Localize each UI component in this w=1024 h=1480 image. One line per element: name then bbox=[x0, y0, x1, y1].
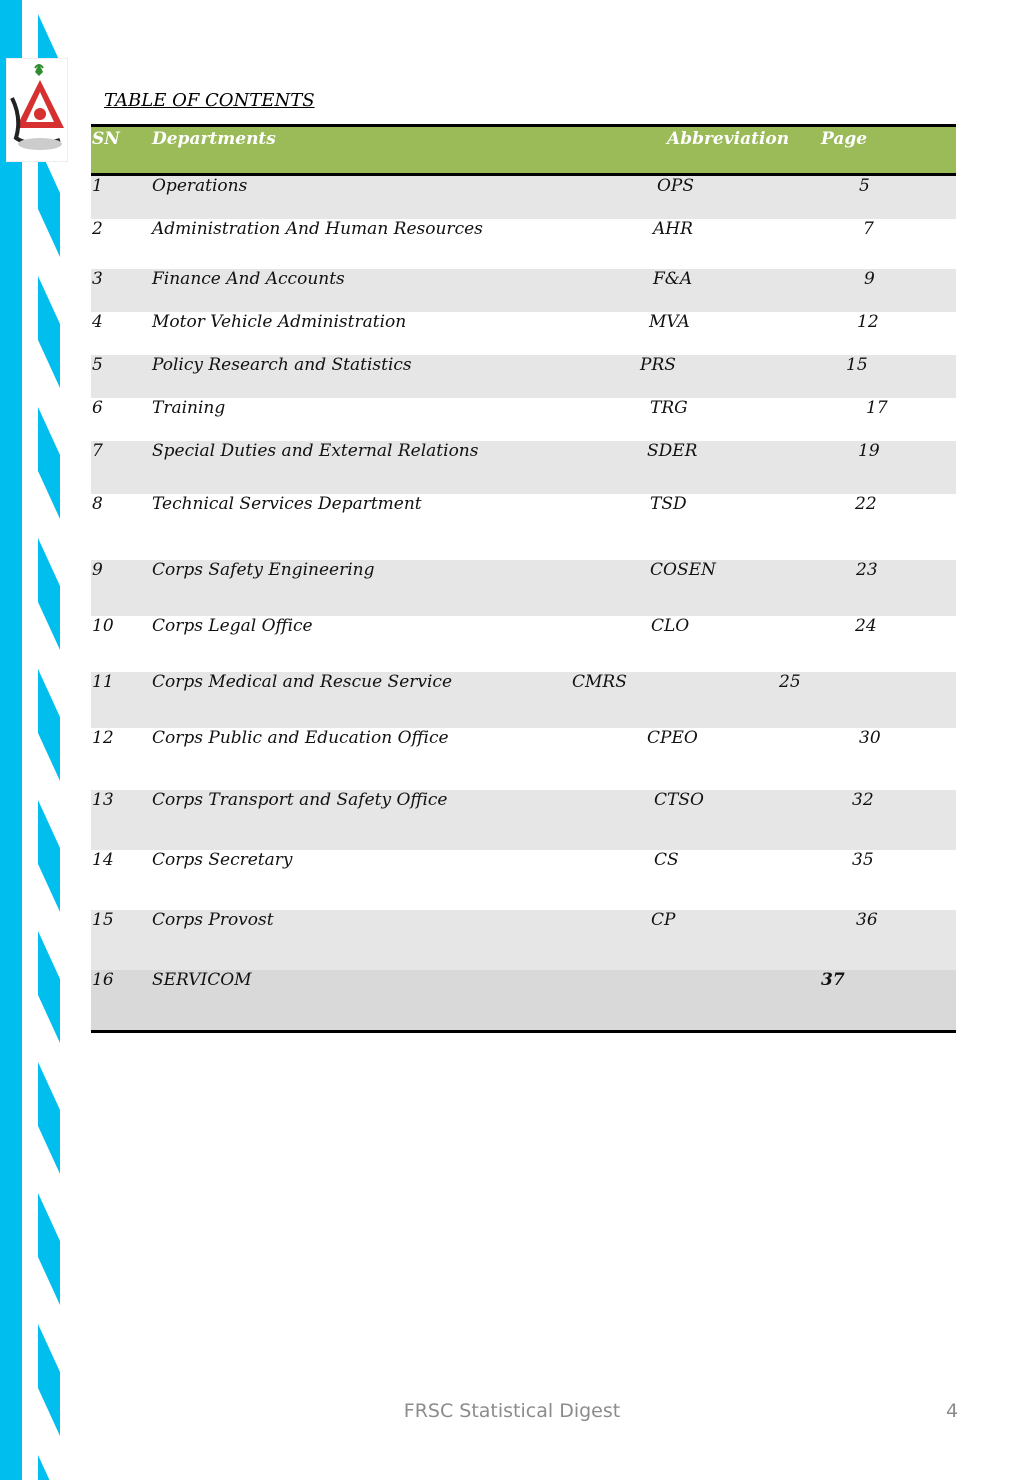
toc-department: Corps Provost bbox=[152, 910, 274, 930]
toc-row bbox=[91, 616, 956, 672]
toc-page: 7 bbox=[863, 219, 874, 239]
toc-abbreviation: F&A bbox=[653, 269, 693, 289]
toc-department: Motor Vehicle Administration bbox=[152, 312, 407, 332]
toc-department: Corps Safety Engineering bbox=[152, 560, 375, 580]
toc-row bbox=[91, 269, 956, 312]
border-stripe bbox=[38, 407, 60, 519]
toc-abbreviation: CLO bbox=[651, 616, 690, 636]
toc-sn: 4 bbox=[92, 312, 103, 332]
header-abbreviation: Abbreviation bbox=[667, 129, 790, 149]
toc-page: 23 bbox=[856, 560, 878, 580]
toc-abbreviation: SDER bbox=[647, 441, 698, 461]
toc-row bbox=[91, 398, 956, 441]
border-stripe bbox=[38, 800, 60, 912]
toc-department: Corps Public and Education Office bbox=[152, 728, 449, 748]
toc-row bbox=[91, 176, 956, 219]
toc-sn: 10 bbox=[92, 616, 114, 636]
toc-sn: 16 bbox=[92, 970, 114, 990]
toc-abbreviation: TRG bbox=[650, 398, 688, 418]
border-stripe bbox=[38, 669, 60, 781]
toc-department: SERVICOM bbox=[152, 970, 252, 990]
toc-row bbox=[91, 672, 956, 728]
toc-department: Operations bbox=[152, 176, 248, 196]
toc-sn: 3 bbox=[92, 269, 103, 289]
toc-sn: 14 bbox=[92, 850, 114, 870]
toc-page: 37 bbox=[821, 970, 845, 990]
toc-row bbox=[91, 560, 956, 616]
header-sn: SN bbox=[92, 129, 120, 149]
toc-row bbox=[91, 494, 956, 560]
toc-abbreviation: AHR bbox=[653, 219, 693, 239]
toc-abbreviation: TSD bbox=[650, 494, 687, 514]
toc-department: Policy Research and Statistics bbox=[152, 355, 412, 375]
border-stripe bbox=[38, 931, 60, 1043]
toc-sn: 5 bbox=[92, 355, 103, 375]
toc-page: 25 bbox=[779, 672, 801, 692]
toc-sn: 1 bbox=[92, 176, 103, 196]
toc-row bbox=[91, 312, 956, 355]
toc-table bbox=[91, 124, 956, 1033]
toc-sn: 13 bbox=[92, 790, 114, 810]
toc-abbreviation: CP bbox=[651, 910, 676, 930]
toc-row bbox=[91, 910, 956, 970]
toc-department: Special Duties and External Relations bbox=[152, 441, 479, 461]
footer-page-number: 4 bbox=[946, 1400, 959, 1422]
toc-department: Corps Medical and Rescue Service bbox=[152, 672, 453, 692]
toc-row bbox=[91, 790, 956, 850]
toc-sn: 15 bbox=[92, 910, 114, 930]
toc-page: 17 bbox=[866, 398, 888, 418]
toc-row bbox=[91, 850, 956, 910]
toc-department: Finance And Accounts bbox=[152, 269, 345, 289]
toc-sn: 12 bbox=[92, 728, 114, 748]
toc-abbreviation: CPEO bbox=[647, 728, 698, 748]
header-page: Page bbox=[821, 129, 868, 149]
toc-department: Administration And Human Resources bbox=[152, 219, 483, 239]
toc-sn: 8 bbox=[92, 494, 103, 514]
toc-department: Training bbox=[152, 398, 226, 418]
decorative-border bbox=[0, 0, 64, 1480]
toc-page: 15 bbox=[846, 355, 868, 375]
toc-sn: 11 bbox=[92, 672, 114, 692]
toc-abbreviation: OPS bbox=[657, 176, 695, 196]
toc-sn: 6 bbox=[92, 398, 103, 418]
toc-page: 19 bbox=[858, 441, 880, 461]
toc-sn: 9 bbox=[92, 560, 103, 580]
toc-page: 9 bbox=[864, 269, 875, 289]
toc-page: 30 bbox=[859, 728, 881, 748]
border-stripe bbox=[38, 1455, 60, 1480]
toc-row bbox=[91, 970, 956, 1033]
toc-abbreviation: COSEN bbox=[650, 560, 716, 580]
toc-page: 22 bbox=[855, 494, 877, 514]
toc-row bbox=[91, 728, 956, 790]
toc-department: Technical Services Department bbox=[152, 494, 422, 514]
frsc-logo bbox=[6, 58, 68, 162]
toc-title: TABLE OF CONTENTS bbox=[104, 90, 315, 111]
toc-sn: 2 bbox=[92, 219, 103, 239]
border-stripe bbox=[38, 538, 60, 650]
header-departments: Departments bbox=[152, 129, 276, 149]
toc-department: Corps Secretary bbox=[152, 850, 293, 870]
toc-page: 36 bbox=[856, 910, 878, 930]
toc-row bbox=[91, 219, 956, 269]
toc-abbreviation: CS bbox=[654, 850, 679, 870]
border-stripe bbox=[38, 276, 60, 388]
toc-abbreviation: MVA bbox=[649, 312, 690, 332]
toc-header-row bbox=[91, 124, 956, 176]
toc-abbreviation: CTSO bbox=[654, 790, 704, 810]
toc-department: Corps Legal Office bbox=[152, 616, 313, 636]
toc-page: 32 bbox=[852, 790, 874, 810]
toc-row bbox=[91, 441, 956, 494]
footer-title: FRSC Statistical Digest bbox=[403, 1400, 621, 1422]
toc-row bbox=[91, 355, 956, 398]
border-stripe bbox=[38, 1193, 60, 1305]
toc-abbreviation: CMRS bbox=[572, 672, 627, 692]
toc-body bbox=[91, 176, 956, 1033]
toc-sn: 7 bbox=[92, 441, 103, 461]
toc-page: 24 bbox=[855, 616, 877, 636]
toc-page: 5 bbox=[859, 176, 870, 196]
toc-department: Corps Transport and Safety Office bbox=[152, 790, 448, 810]
toc-page: 12 bbox=[857, 312, 879, 332]
toc-abbreviation: PRS bbox=[640, 355, 676, 375]
toc-page: 35 bbox=[852, 850, 874, 870]
border-stripe bbox=[38, 1062, 60, 1174]
